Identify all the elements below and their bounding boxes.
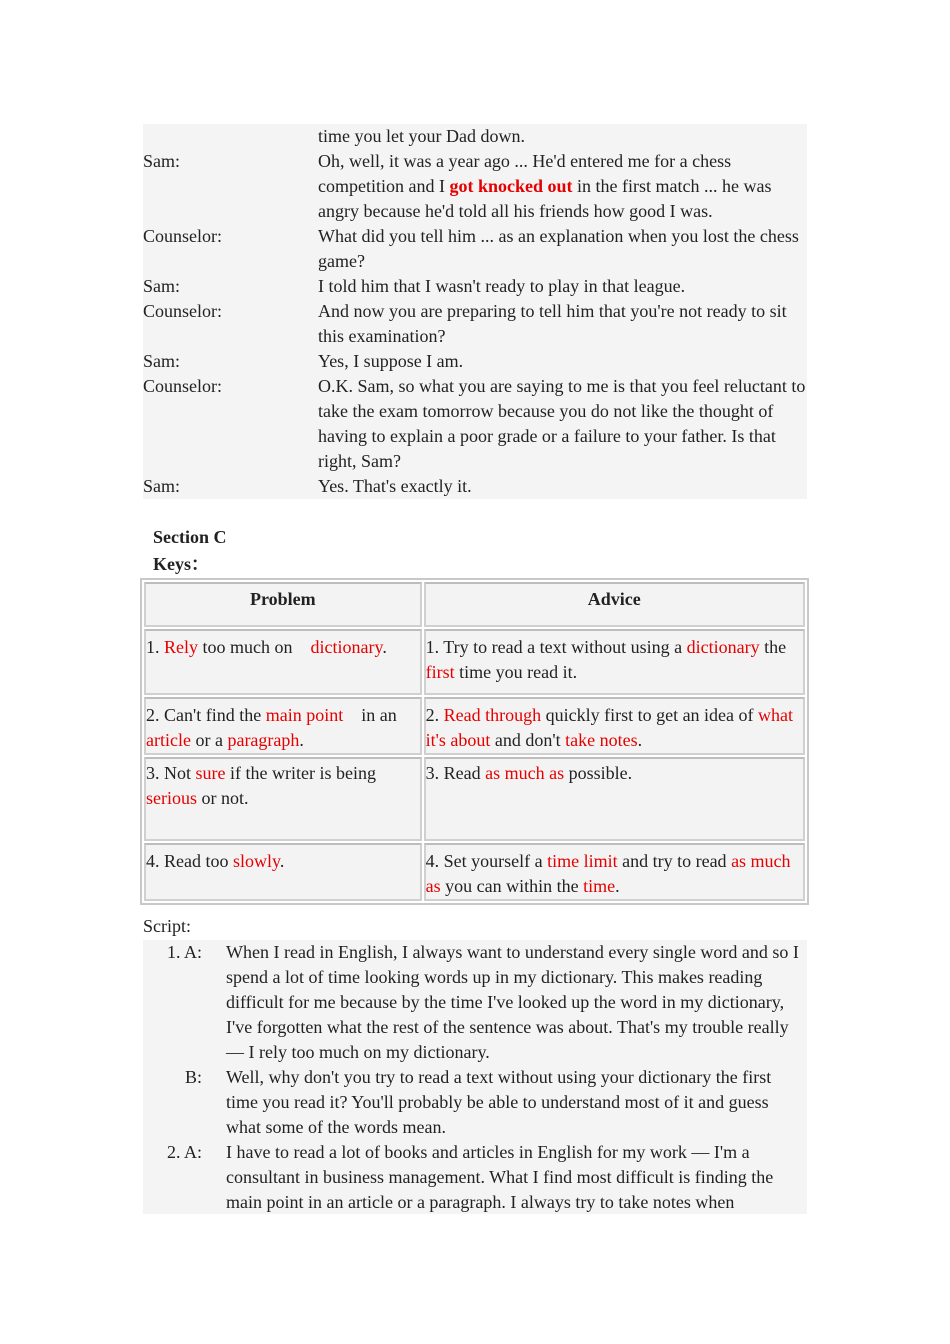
key-word: sure <box>195 763 226 783</box>
text-run: . <box>637 730 643 750</box>
table-row <box>144 757 805 841</box>
speech-text <box>318 274 807 299</box>
speaker-label: B: <box>184 1067 202 1087</box>
dialogue-line <box>143 374 807 474</box>
cell-text <box>146 849 420 874</box>
text-run: in the first match ... he was angry because he'd told all his friends how good I was. <box>318 176 772 221</box>
speech-text <box>318 299 807 349</box>
script-line <box>143 1140 807 1214</box>
text-run: you can within the <box>440 876 584 896</box>
speech-text <box>318 474 807 499</box>
script-text: When I read in English, I always want to understand every single word and so I spend a lot of time looking words up in my dictionary. This makes reading difficult for me because by the time I've looked up the word in my dictionary, I've forgotten what the rest of the sentence was about. That's my trouble really — I rely too much on my dictionary. <box>226 942 799 1062</box>
problem-cell <box>144 629 422 695</box>
text-run: in an <box>343 705 397 725</box>
dialogue-block <box>143 124 807 499</box>
text-run: . <box>279 851 285 871</box>
cell-text <box>426 849 803 899</box>
script-block <box>143 940 807 1214</box>
cell-text <box>426 703 803 753</box>
key-word: paragraph <box>227 730 300 750</box>
text-run: 2. Can't find the <box>146 705 266 725</box>
cell-text <box>426 761 803 786</box>
cell-text <box>146 703 420 753</box>
table-row <box>144 697 805 755</box>
table-row <box>144 843 805 901</box>
keys-label: Keys： <box>153 554 209 574</box>
keys-table <box>140 578 809 905</box>
advice-cell <box>424 697 805 755</box>
key-word: time <box>583 876 616 896</box>
text-run: Yes, I suppose I am. <box>318 351 464 371</box>
dialogue-line <box>143 274 807 299</box>
text-run: possible. <box>564 763 633 783</box>
script-label: Script: <box>143 916 191 936</box>
text-run: 1. <box>146 637 164 657</box>
dialogue-line <box>143 224 807 274</box>
text-run: 3. Read <box>425 763 486 783</box>
script-text: Well, why don't you try to read a text without using your dictionary the first time you read it? You'll probably be able to understand most of it and guess what some of the words mean. <box>226 1067 772 1137</box>
speaker-label: 2. A: <box>166 1142 202 1162</box>
speech-text <box>318 149 807 224</box>
key-word: main point <box>265 705 344 725</box>
speaker-label: Sam: <box>143 276 181 296</box>
key-word: what it's about <box>425 705 794 750</box>
speech-text <box>318 224 807 274</box>
speech-text <box>318 349 807 374</box>
highlighted-phrase: got knocked out <box>449 176 573 196</box>
text-run: What did you tell him ... as an explanation when you lost the chess game? <box>318 226 799 271</box>
advice-cell <box>424 843 805 901</box>
key-word: serious <box>146 788 197 808</box>
text-run: quickly first to get an idea of <box>541 705 759 725</box>
speaker-label: Counselor: <box>143 301 222 321</box>
speaker-label: Counselor: <box>143 376 222 396</box>
speaker-label: Sam: <box>143 476 181 496</box>
header-advice: Advice <box>424 582 805 627</box>
script-line <box>143 1065 807 1140</box>
speech-text <box>318 124 807 149</box>
key-word: Rely <box>164 637 198 657</box>
text-run: or not. <box>197 788 249 808</box>
text-run: if the writer is being <box>225 763 376 783</box>
problem-cell <box>144 757 422 841</box>
text-run: 2. <box>425 705 444 725</box>
cell-text <box>146 761 420 811</box>
section-title: Section C <box>153 527 227 547</box>
advice-cell <box>424 757 805 841</box>
table-row <box>144 629 805 695</box>
cell-text <box>426 635 803 685</box>
key-word: slowly <box>233 851 280 871</box>
key-word: as much as <box>425 851 791 896</box>
key-word: dictionary <box>686 637 760 657</box>
text-run: I told him that I wasn't ready to play in that league. <box>318 276 686 296</box>
problem-cell <box>144 843 422 901</box>
header-problem: Problem <box>144 582 422 627</box>
dialogue-line <box>143 149 807 224</box>
key-word: first <box>425 662 455 682</box>
speaker-label: Sam: <box>143 151 181 171</box>
speaker-label <box>143 124 318 149</box>
problem-cell <box>144 697 422 755</box>
text-run: too much on <box>198 637 311 657</box>
text-run: 1. Try to read a text without using a <box>425 637 687 657</box>
text-run: O.K. Sam, so what you are saying to me is that you feel reluctant to take the exam tomorrow because you do not like the thought of having to explain a poor grade or a failure to your father. Is that right, Sam? <box>318 376 806 471</box>
text-run: the <box>759 637 787 657</box>
dialogue-line <box>143 349 807 374</box>
text-run: time you read it. <box>454 662 578 682</box>
speaker-label: Sam: <box>143 351 181 371</box>
text-run: 4. Read too <box>146 851 233 871</box>
text-run: . <box>299 730 304 750</box>
text-run: time you let your Dad down. <box>318 126 525 146</box>
table-header-row <box>144 582 805 627</box>
key-word: dictionary <box>310 637 383 657</box>
text-run: . <box>615 876 620 896</box>
speaker-label: 1. A: <box>166 942 202 962</box>
key-word: time limit <box>547 851 618 871</box>
text-run: and don't <box>490 730 566 750</box>
dialogue-line <box>143 124 807 149</box>
speaker-label: Counselor: <box>143 226 222 246</box>
speech-text <box>318 374 807 474</box>
key-word: take notes <box>565 730 638 750</box>
text-run: or a <box>190 730 228 750</box>
dialogue-line <box>143 299 807 349</box>
text-run: Yes. That's exactly it. <box>318 476 472 496</box>
key-word: as much as <box>485 763 565 783</box>
cell-text <box>146 635 420 660</box>
script-text: I have to read a lot of books and articles in English for my work — I'm a consultant in business management. What I find most difficult is finding the main point in an article or a paragraph. I always try to take notes when <box>226 1142 774 1212</box>
advice-cell <box>424 629 805 695</box>
text-run: and try to read <box>617 851 732 871</box>
key-word: Read through <box>443 705 542 725</box>
text-run: . <box>382 637 387 657</box>
script-line <box>143 940 807 1065</box>
text-run: And now you are preparing to tell him that you're not ready to sit this examination? <box>318 301 787 346</box>
text-run: 4. Set yourself a <box>425 851 548 871</box>
text-run: Oh, well, it was a year ago ... He'd entered me for a chess competition and I <box>318 151 732 196</box>
key-word: article <box>146 730 191 750</box>
dialogue-line <box>143 474 807 499</box>
text-run: 3. Not <box>146 763 196 783</box>
